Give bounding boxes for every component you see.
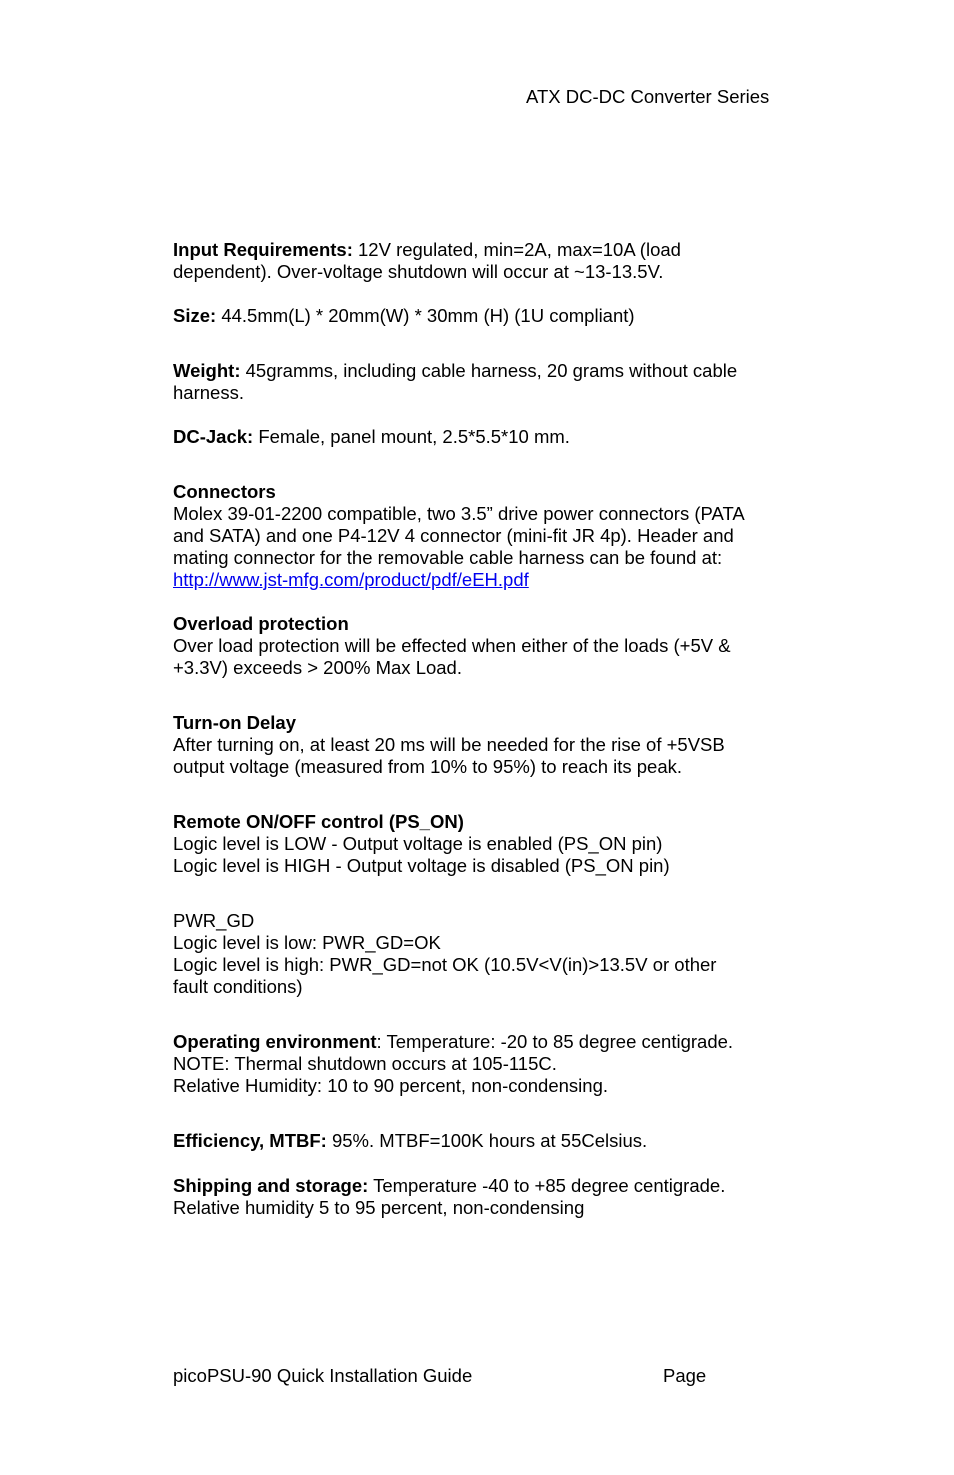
weight-label: Weight: xyxy=(173,360,241,381)
remote-control-text-1: Logic level is LOW - Output voltage is enabled (PS_ON pin) xyxy=(173,833,663,854)
size-spec xyxy=(173,305,793,327)
connectors-heading: Connectors xyxy=(173,481,276,502)
input-requirements-text-2: dependent). Over-voltage shutdown will occur at ~13-13.5V. xyxy=(173,261,664,282)
input-requirements xyxy=(173,239,793,283)
overload-text-2: +3.3V) exceeds > 200% Max Load. xyxy=(173,657,462,678)
turn-on-delay-section xyxy=(173,712,793,778)
shipping-storage-label: Shipping and storage: xyxy=(173,1175,369,1196)
remote-control-text-2: Logic level is HIGH - Output voltage is disabled (PS_ON pin) xyxy=(173,855,670,876)
remote-control-heading: Remote ON/OFF control (PS_ON) xyxy=(173,811,464,832)
input-requirements-label: Input Requirements: xyxy=(173,239,353,260)
input-requirements-text-1: 12V regulated, min=2A, max=10A (load xyxy=(352,239,681,260)
pwr-gd-text-2: Logic level is high: PWR_GD=not OK (10.5V<V(in)>13.5V or other xyxy=(173,954,717,975)
pwr-gd-section xyxy=(173,910,793,998)
turn-on-delay-text-2: output voltage (measured from 10% to 95%) to reach its peak. xyxy=(173,756,683,777)
connectors-link[interactable]: http://www.jst-mfg.com/product/pdf/eEH.pdf xyxy=(173,569,529,590)
weight-text-2: harness. xyxy=(173,382,244,403)
overload-section xyxy=(173,613,793,679)
footer-guide-title: picoPSU-90 Quick Installation Guide xyxy=(173,1365,473,1386)
efficiency-label: Efficiency, MTBF: xyxy=(173,1130,327,1151)
operating-environment-section xyxy=(173,1031,793,1097)
turn-on-delay-heading: Turn-on Delay xyxy=(173,712,296,733)
connectors-section xyxy=(173,481,793,591)
size-text: 44.5mm(L) * 20mm(W) * 30mm (H) (1U compliant) xyxy=(216,305,635,326)
shipping-storage-text-2: Relative humidity 5 to 95 percent, non-condensing xyxy=(173,1197,585,1218)
operating-environment-text-1: : Temperature: -20 to 85 degree centigrade. xyxy=(376,1031,734,1052)
turn-on-delay-text-1: After turning on, at least 20 ms will be needed for the rise of +5VSB xyxy=(173,734,725,755)
weight-text-1: 45gramms, including cable harness, 20 grams without cable xyxy=(240,360,738,381)
document-body xyxy=(173,239,793,1219)
remote-control-section xyxy=(173,811,793,877)
weight-spec xyxy=(173,360,793,404)
pwr-gd-heading: PWR_GD xyxy=(173,910,255,931)
operating-environment-text-3: Relative Humidity: 10 to 90 percent, non-condensing. xyxy=(173,1075,609,1096)
operating-environment-text-2: NOTE: Thermal shutdown occurs at 105-115C. xyxy=(173,1053,557,1074)
shipping-storage-section xyxy=(173,1175,793,1219)
pwr-gd-text-1: Logic level is low: PWR_GD=OK xyxy=(173,932,441,953)
overload-heading: Overload protection xyxy=(173,613,349,634)
overload-text-1: Over load protection will be effected when either of the loads (+5V & xyxy=(173,635,731,656)
operating-environment-label: Operating environment xyxy=(173,1031,377,1052)
dc-jack-text: Female, panel mount, 2.5*5.5*10 mm. xyxy=(253,426,570,447)
page-header: ATX DC-DC Converter Series xyxy=(526,86,770,107)
dc-jack-spec xyxy=(173,426,793,448)
efficiency-section xyxy=(173,1130,793,1152)
size-label: Size: xyxy=(173,305,217,326)
dc-jack-label: DC-Jack: xyxy=(173,426,254,447)
efficiency-text: 95%. MTBF=100K hours at 55Celsius. xyxy=(326,1130,648,1151)
connectors-text-3: mating connector for the removable cable harness can be found at: xyxy=(173,547,723,568)
footer-page-label: Page xyxy=(663,1365,707,1386)
pwr-gd-text-3: fault conditions) xyxy=(173,976,303,997)
connectors-text-2: and SATA) and one P4-12V 4 connector (mini-fit JR 4p). Header and xyxy=(173,525,734,546)
shipping-storage-text-1: Temperature -40 to +85 degree centigrade. xyxy=(368,1175,726,1196)
connectors-text-1: Molex 39-01-2200 compatible, two 3.5” drive power connectors (PATA xyxy=(173,503,745,524)
